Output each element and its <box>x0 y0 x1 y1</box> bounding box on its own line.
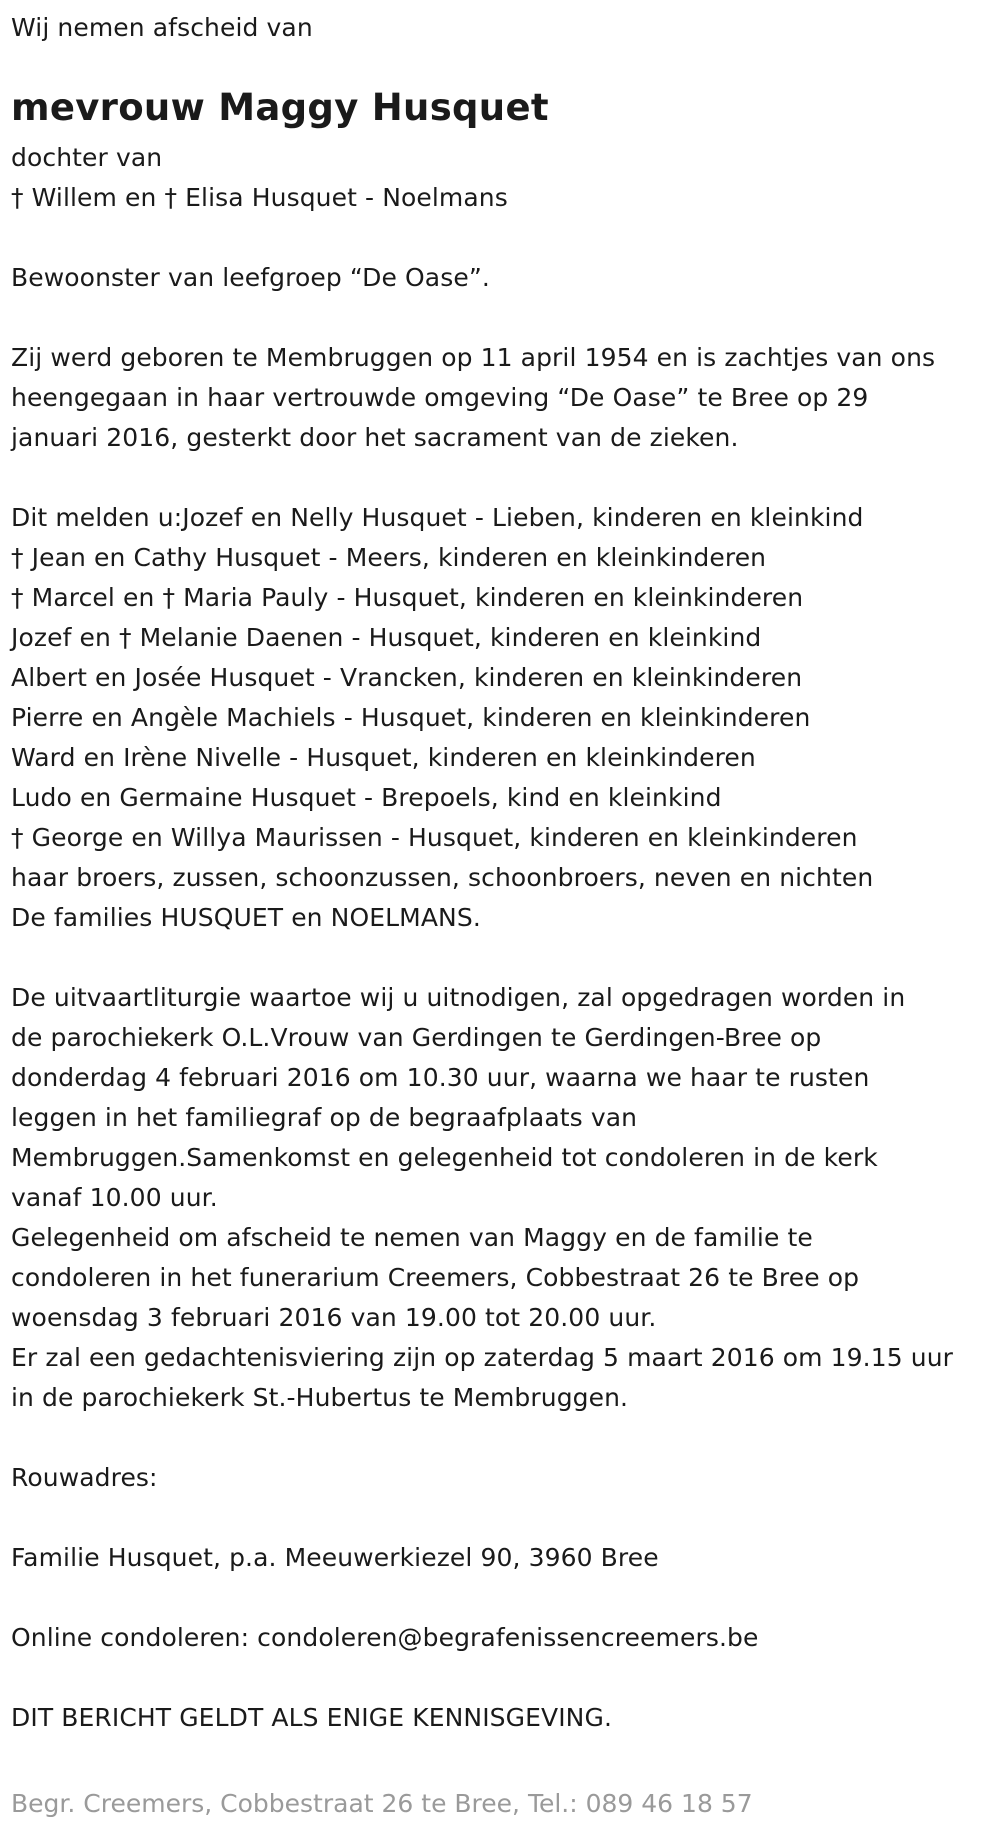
paragraph-line: donderdag 4 februari 2016 om 10.30 uur, waarna we haar te rusten <box>11 1063 870 1092</box>
funeral-home-footer: Begr. Creemers, Cobbestraat 26 te Bree, Tel.: 089 46 18 57 <box>11 1789 753 1818</box>
paragraph-line: condoleren in het funerarium Creemers, Cobbestraat 26 te Bree op <box>11 1263 860 1292</box>
paragraph-line: Zij werd geboren te Membruggen op 11 april 1954 en is zachtjes van ons <box>11 343 936 372</box>
paragraph-line: heengegaan in haar vertrouwde omgeving “De Oase” te Bree op 29 <box>11 383 869 412</box>
spacer <box>11 1658 1000 1698</box>
paragraph-line: Membruggen.Samenkomst en gelegenheid tot condoleren in de kerk <box>11 1143 878 1172</box>
paragraph-line: Er zal een gedachtenisviering zijn op zaterdag 5 maart 2016 om 19.15 uur <box>11 1343 954 1372</box>
funeral-paragraph <box>11 978 1000 1418</box>
paragraph-line: in de parochiekerk St.-Hubertus te Membruggen. <box>11 1383 629 1412</box>
intro-text: Wij nemen afscheid van <box>11 13 313 42</box>
paragraph-line: leggen in het familiegraf op de begraafplaats van <box>11 1103 638 1132</box>
spacer <box>11 938 1000 978</box>
notice-statement: DIT BERICHT GELDT ALS ENIGE KENNISGEVING. <box>11 1703 612 1732</box>
family-line: Jozef en † Melanie Daenen - Husquet, kinderen en kleinkind <box>11 623 762 652</box>
family-line: † Jean en Cathy Husquet - Meers, kinderen en kleinkinderen <box>11 543 767 572</box>
paragraph-line: De uitvaartliturgie waartoe wij u uitnodigen, zal opgedragen worden in <box>11 983 906 1012</box>
paragraph-line: Gelegenheid om afscheid te nemen van Maggy en de familie te <box>11 1223 813 1252</box>
online-condolence: Online condoleren: condoleren@begrafenissencreemers.be <box>11 1623 759 1652</box>
parents-names: † Willem en † Elisa Husquet - Noelmans <box>11 183 508 212</box>
birth-death-paragraph <box>11 338 1000 458</box>
paragraph-line: vanaf 10.00 uur. <box>11 1183 218 1212</box>
family-line: Ward en Irène Nivelle - Husquet, kinderen en kleinkinderen <box>11 743 756 772</box>
spacer <box>11 298 1000 338</box>
spacer <box>11 218 1000 258</box>
spacer <box>11 1498 1000 1538</box>
residence-text: Bewoonster van leefgroep “De Oase”. <box>11 263 490 292</box>
family-line: Pierre en Angèle Machiels - Husquet, kinderen en kleinkinderen <box>11 703 811 732</box>
spacer <box>11 1418 1000 1458</box>
paragraph-line: de parochiekerk O.L.Vrouw van Gerdingen te Gerdingen-Bree op <box>11 1023 822 1052</box>
spacer <box>11 1578 1000 1618</box>
family-line: haar broers, zussen, schoonzussen, schoonbroers, neven en nichten <box>11 863 874 892</box>
family-list <box>11 498 1000 938</box>
spacer <box>11 458 1000 498</box>
parents-intro: dochter van <box>11 143 163 172</box>
deceased-name: mevrouw Maggy Husquet <box>11 86 549 129</box>
family-line: Ludo en Germaine Husquet - Brepoels, kind en kleinkind <box>11 783 722 812</box>
family-line: † Marcel en † Maria Pauly - Husquet, kinderen en kleinkinderen <box>11 583 804 612</box>
paragraph-line: januari 2016, gesterkt door het sacrament van de zieken. <box>11 423 739 452</box>
family-line: Albert en Josée Husquet - Vrancken, kinderen en kleinkinderen <box>11 663 803 692</box>
mourning-address-label: Rouwadres: <box>11 1463 158 1492</box>
paragraph-line: woensdag 3 februari 2016 van 19.00 tot 20.00 uur. <box>11 1303 657 1332</box>
family-line: † George en Willya Maurissen - Husquet, kinderen en kleinkinderen <box>11 823 858 852</box>
family-line: De families HUSQUET en NOELMANS. <box>11 903 481 932</box>
family-line: Dit melden u:Jozef en Nelly Husquet - Lieben, kinderen en kleinkind <box>11 503 864 532</box>
mourning-address: Familie Husquet, p.a. Meeuwerkiezel 90, 3960 Bree <box>11 1543 659 1572</box>
